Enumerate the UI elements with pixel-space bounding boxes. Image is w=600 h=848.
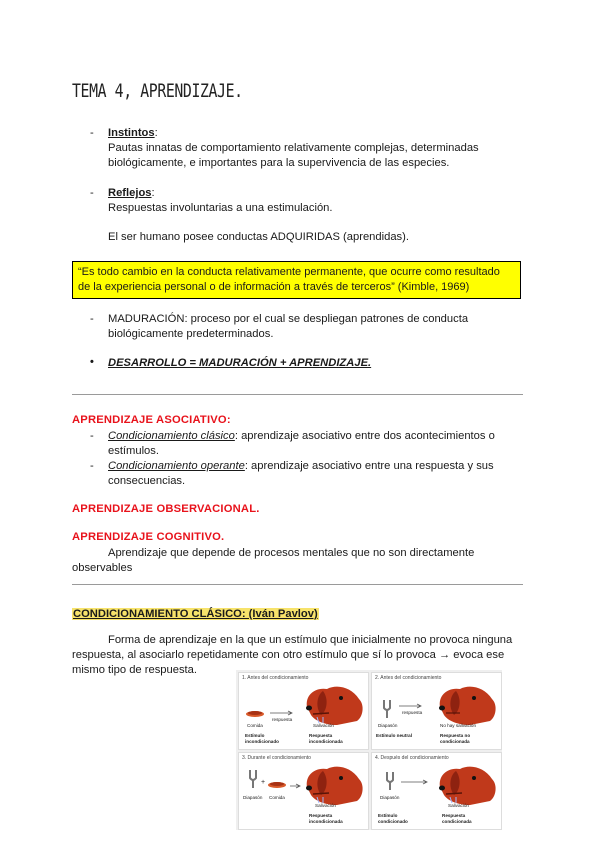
asociativo-item-2: [108, 459, 528, 475]
response-label: Salivación: [448, 803, 469, 808]
response-label: No hay salivación: [440, 723, 477, 728]
plus-sign: +: [261, 779, 266, 786]
caption-response: Respuesta no condicionada: [440, 733, 471, 744]
asociativo-item-1-cont: estímulos.: [108, 445, 159, 457]
instintos-colon: :: [154, 127, 158, 139]
clasico-heading-text: CONDICIONAMIENTO CLÁSICO: (Iván Pavlov): [73, 608, 318, 620]
instintos-heading: [108, 126, 158, 142]
caption-response: Respuesta incondicionada: [309, 813, 343, 824]
clasico-text-2: respuesta, al asociarlo repetidamente con otro estímulo que sí lo provoca → evoca ese: [72, 649, 505, 661]
operante-def: : aprendizaje asociativo entre una respuesta y sus: [244, 460, 494, 472]
panel-title: 3. Durante el condicionamiento: [242, 755, 311, 761]
caption-stimulus: Estímulo neutral: [376, 733, 412, 738]
panel-title: 1. Antes del condicionamiento: [242, 675, 309, 681]
response-label: Salivación: [313, 723, 334, 728]
cognitivo-text-2: observables: [72, 562, 133, 574]
stimulus2-label: Comida: [269, 795, 285, 800]
stimulus-label: Diapasón: [378, 723, 398, 728]
cognitivo-heading: APRENDIZAJE COGNITIVO.: [72, 531, 225, 543]
asociativo-item-2-cont: consecuencias.: [108, 475, 186, 487]
tuning-fork-icon: [247, 769, 259, 789]
operante-term: Condicionamiento operante: [108, 460, 245, 472]
stimulus-label: Diapasón: [380, 795, 400, 800]
panel-title: 2. Antes del condicionamiento: [375, 675, 442, 681]
food-bowl-icon: [267, 780, 287, 790]
bullet-dash: -: [90, 460, 94, 472]
tuning-fork-icon: [381, 699, 393, 719]
arrow-icon: [400, 779, 430, 785]
bullet-dash: -: [90, 430, 94, 442]
reflejos-colon: :: [151, 187, 155, 199]
dog-icon: [301, 761, 367, 807]
bullet-dash: -: [90, 313, 94, 325]
asociativo-heading: APRENDIZAJE ASOCIATIVO:: [72, 414, 231, 426]
stimulus-label: Comida: [247, 723, 263, 728]
definition-quote-box: “Es todo cambio en la conducta relativamente permanente, que ocurre como resultado de la experiencia personal o de información a través de terceros” (Kimble, 1969): [72, 261, 521, 299]
clasico-text-1: Forma de aprendizaje en la que un estímulo que inicialmente no provoca ninguna: [108, 634, 513, 646]
arrow-icon: [289, 783, 303, 789]
maduracion-text-1: MADURACIÓN: proceso por el cual se despliegan patrones de conducta: [108, 313, 469, 325]
caption-stimulus: Estímulo incondicionado: [245, 733, 279, 744]
panel-title: 4. Después del condicionamiento: [375, 755, 449, 761]
cognitivo-text-1: Aprendizaje que depende de procesos mentales que no son directamente: [108, 547, 475, 559]
dog-icon: [434, 681, 500, 727]
asociativo-item-1: [108, 429, 528, 445]
pavlov-diagram: [236, 670, 502, 830]
reflejos-heading: [108, 186, 155, 202]
bullet-dot: •: [90, 356, 94, 368]
divider: [72, 584, 523, 585]
observacional-heading: APRENDIZAJE OBSERVACIONAL.: [72, 503, 260, 515]
tuning-fork-icon: [384, 771, 396, 791]
page-title: TEMA 4, APRENDIZAJE.: [72, 80, 243, 102]
clasico-def: : aprendizaje asociativo entre dos acontecimientos o: [234, 430, 495, 442]
arrow-label: respuesta: [272, 717, 293, 722]
clasico-heading: [72, 604, 319, 622]
dog-icon: [301, 681, 367, 727]
response-label: Salivación: [315, 803, 336, 808]
panel-during: [238, 752, 369, 830]
arrow-icon: [269, 710, 295, 716]
arrow-icon: [398, 703, 424, 709]
desarrollo-formula: DESARROLLO = MADURACIÓN + APRENDIZAJE.: [108, 357, 372, 369]
caption-response: Respuesta condicionada: [442, 813, 472, 824]
clasico-term: Condicionamiento clásico: [108, 430, 235, 442]
maduracion-text-2: biológicamente predeterminados.: [108, 328, 274, 340]
reflejos-label: Reflejos: [108, 187, 152, 199]
panel-before-2: [371, 672, 502, 750]
adquiridas-text: El ser humano posee conductas ADQUIRIDAS (aprendidas).: [108, 231, 409, 243]
instintos-label: Instintos: [108, 127, 155, 139]
stimulus-label: Diapasón: [243, 795, 263, 800]
arrow-label: respuesta: [402, 710, 423, 715]
bullet-dash: -: [90, 127, 94, 139]
food-bowl-icon: [245, 709, 265, 719]
divider: [72, 394, 523, 395]
bullet-dash: -: [90, 187, 94, 199]
panel-after: [371, 752, 502, 830]
caption-response: Respuesta incondicionada: [309, 733, 343, 744]
instintos-text-1: Pautas innatas de comportamiento relativamente complejas, determinadas: [108, 142, 479, 154]
reflejos-text: Respuestas involuntarias a una estimulación.: [108, 202, 333, 214]
caption-stimulus: Estímulo condicionado: [378, 813, 408, 824]
dog-icon: [434, 761, 500, 807]
panel-before-1: [238, 672, 369, 750]
instintos-text-2: biológicamente, e importantes para la supervivencia de las especies.: [108, 157, 450, 169]
clasico-text-3: mismo tipo de respuesta.: [72, 664, 197, 676]
